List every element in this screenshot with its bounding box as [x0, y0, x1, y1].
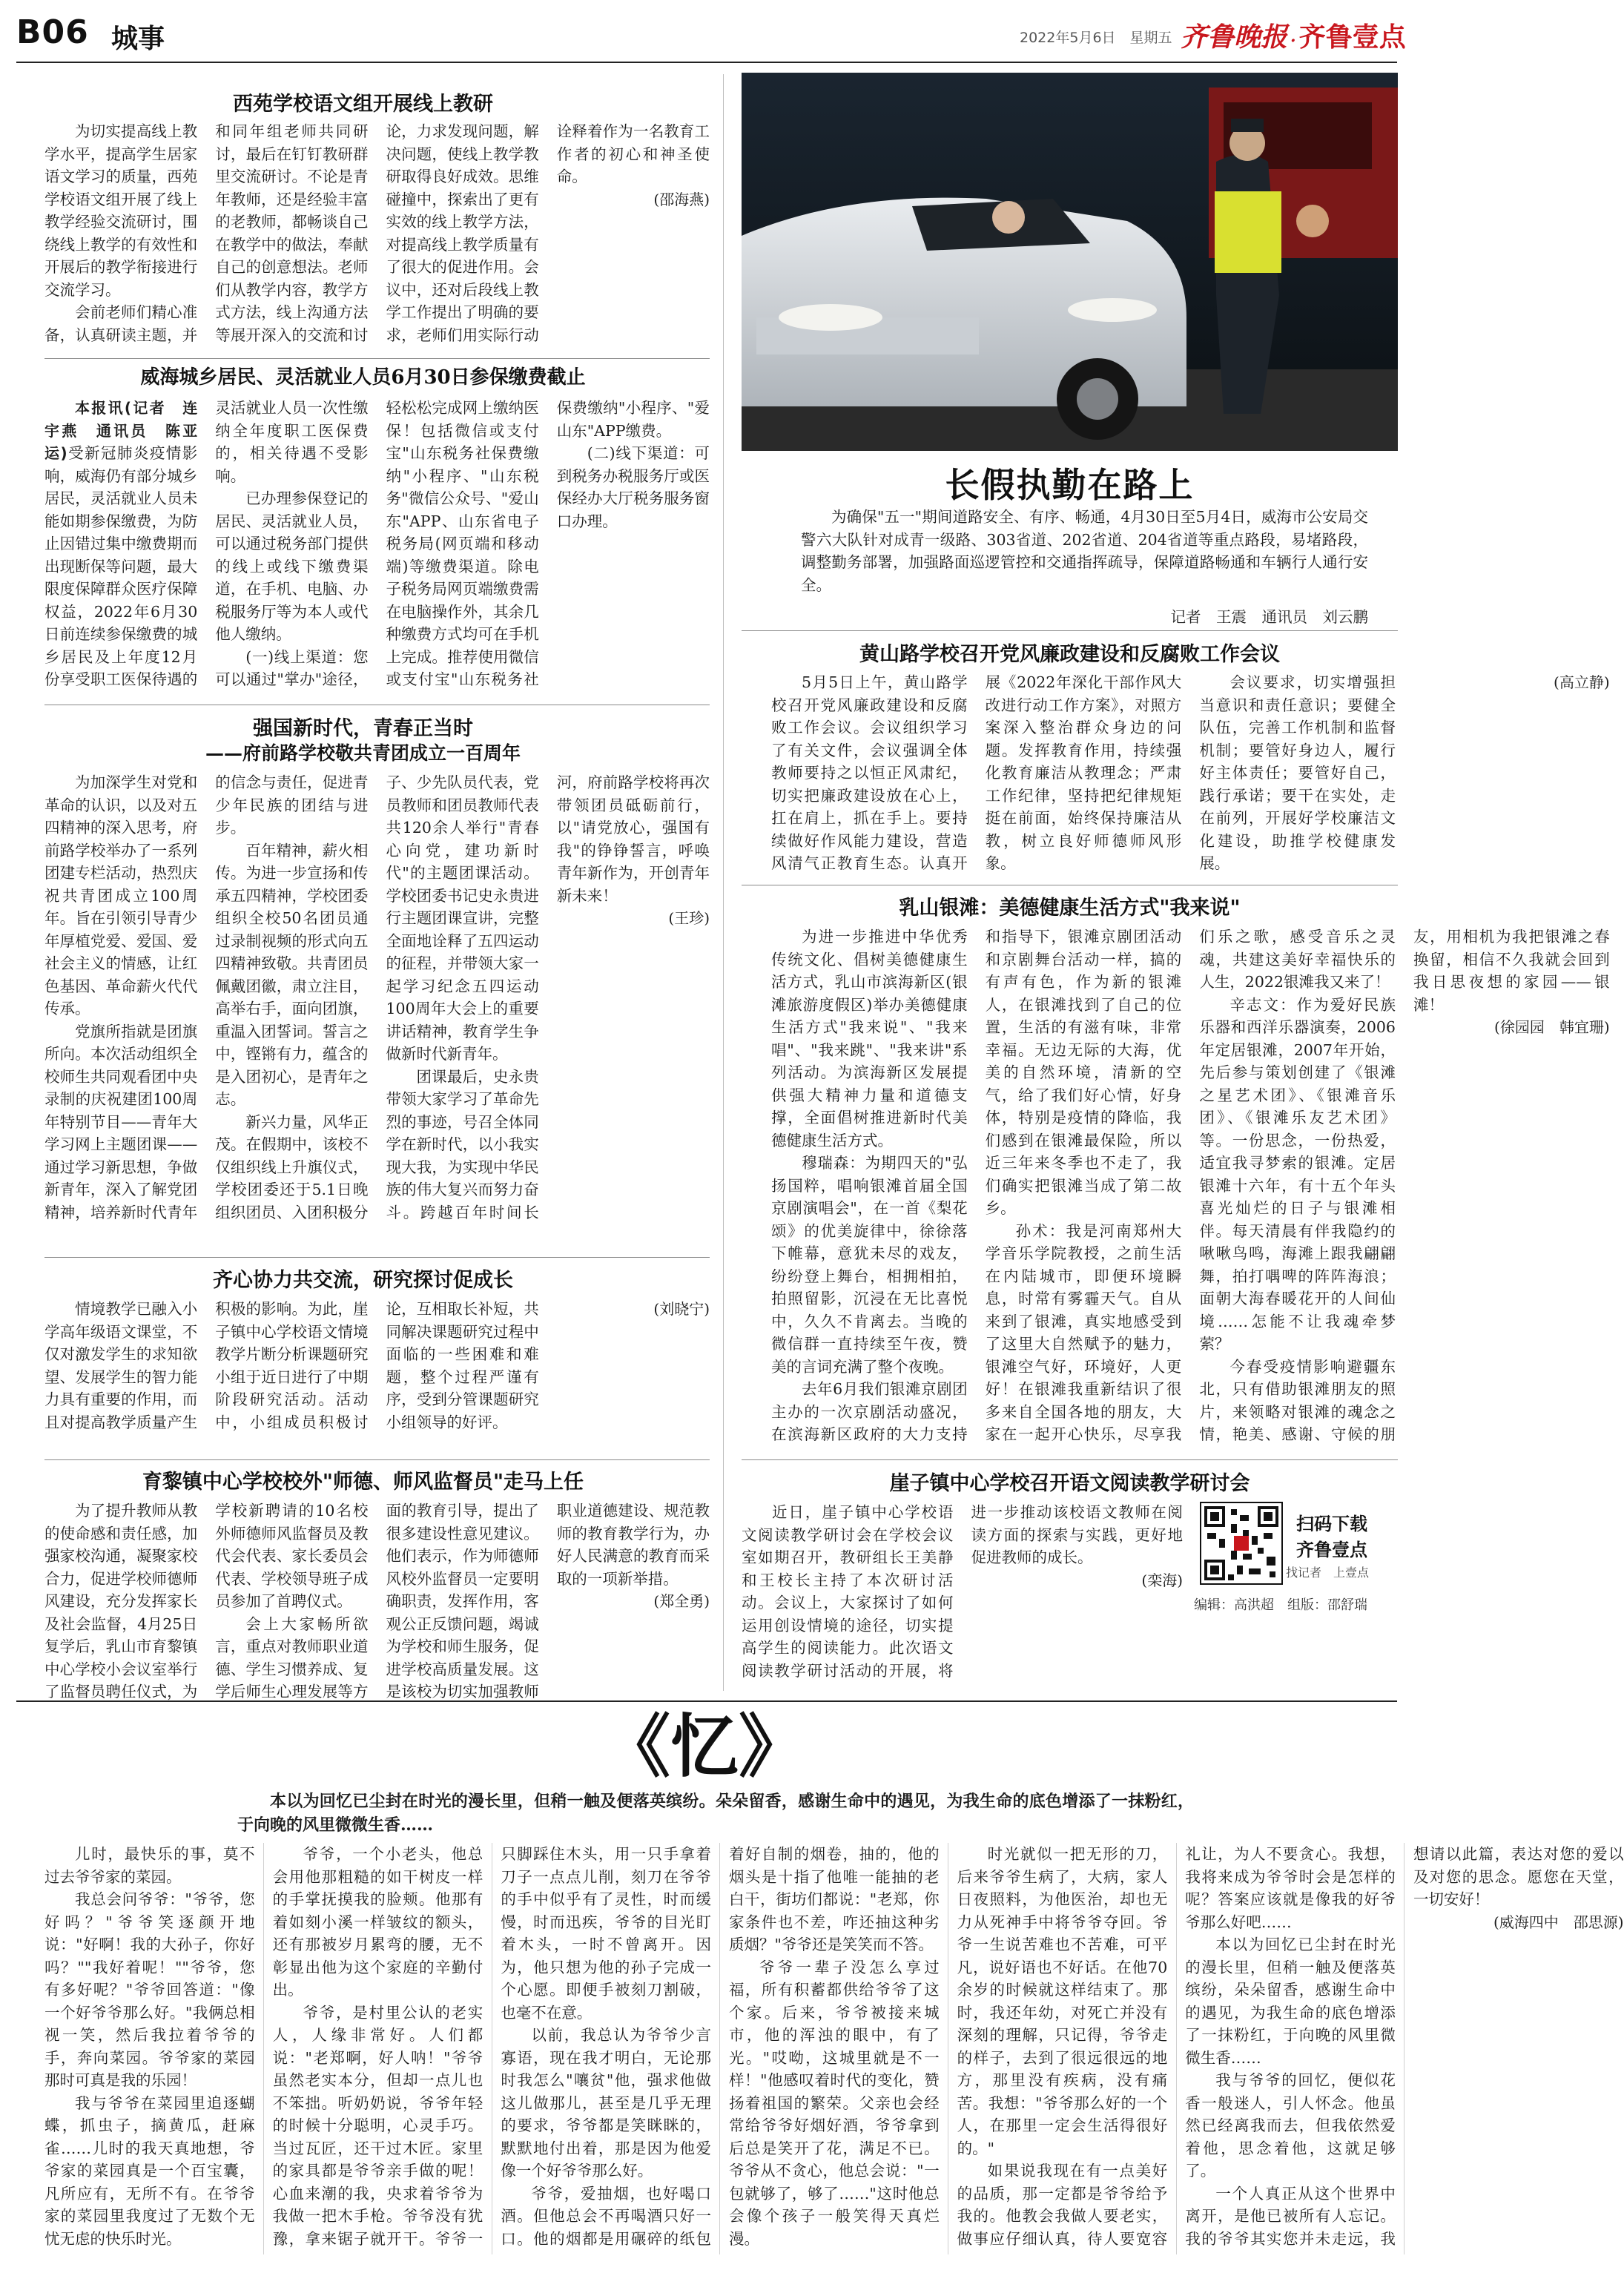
author-sig: (刘晓宁): [653, 1300, 710, 1318]
author-sig: (邵海燕): [653, 190, 710, 208]
paragraph: 今春受疫情影响避疆东北，只有借助银滩朋友的照片，来领略对银滩的魂念之情，艳美、感谢、守候的朋友，用相机为我把银滩之春换留，相信不久我就会回到我日思夜想的家园——银滩！: [1199, 928, 1610, 1443]
paragraph: 去年6月我们银滩京剧团主办的一次京剧活动盛况，在滨海新区政府的大力支持和指导下，银滩京剧团活动和京剧舞台活动一样，搞的有声有色，作为新的银滩人，在银滩找到了自己的位置，生活的有滋有味，非常幸福。无边无际的大海，优美的自然环境，清新的空气，给了我们好心情，好身体，特别是疫情的降临，我们感到在银滩最保险，所以近三年来冬季也不走了，我们确实把银滩当成了第二故乡。: [771, 928, 1182, 1443]
masthead-rule: [16, 62, 1397, 63]
author-sig: (徐园园 韩宜珊): [1494, 1018, 1610, 1036]
paper-logo: 齐鲁晚报 · 齐鲁壹点: [1181, 22, 1406, 53]
paragraph: 一个人真正从这个世界中离开，是他已被所有人忘记。我的爷爷其实您并未走远，我想请以此篇，表达对您的爱以及对您的思念。愿您在天堂，一切安好！: [1185, 1845, 1624, 2248]
paragraph: 我与爷爷的回忆，便似花香一般迷人，引人怀念。他虽然已经离我而去，但我依然爱着他，思念着他，这就足够了。: [1185, 2071, 1396, 2180]
article-title-6: 黄山路学校召开党风廉政建设和反腐败工作会议: [859, 643, 1280, 666]
article-title-1: 西苑学校语文组开展线上教研: [233, 93, 493, 116]
paragraph: 爷爷，是村里公认的老实人，人缘非常好。人们都说："老郑啊，好人呐！"爷爷虽然老实本分，但却一点儿也不笨拙。听奶奶说，爷爷年轻的时候十分聪明，心灵手巧。当过瓦匠，还干过木匠。家里的家具都是爷爷亲手做的呢！心血来潮的我，央求着爷爷为我做一把木手枪。爷爷没有犹豫，拿来锯子就开干。爷爷一只脚踩住木头，用一只手拿着刀子一点点儿削，刻刀在爷爷的手中似乎有了灵性，时而缓慢，时而迅疾，爷爷的目光盯着木头，一时不曾离开。因为，他只想为他的孙子完成一个心愿。即便手被刻刀割破，也毫不在意。: [272, 1845, 711, 2248]
photo-illustration: [742, 73, 1398, 451]
paragraph: 新兴力量，风华正茂。在假期中，该校不仅组织线上升旗仪式，学校团委还于5.1日晚组织团员、入团积极分子、少先队员代表，党员教师和团员教师代表共120余人举行"青春心向党，建功新时代"的主题团课活动。学校团委书记史永贵进行主题团课宣讲，完整全面地诠释了五四运动的征程，并带领大家一起学习纪念五四运动100周年大会上的重要讲话精神，教育学生争做新时代新青年。: [215, 773, 539, 1221]
paragraph: (一)线上渠道：您可以通过"掌办"途径，轻松松完成网上缴纳医保！包括微信或支付宝"山东税务社保费缴纳"小程序、"山东税务"微信公众号、"爱山东"APP、山东省电子税务局(网页端和移动端)等缴费渠道。除电子税务局网页端缴费需在电脑操作外，其余几种缴费方式均可在手机上完成。推荐使用微信或支付宝"山东税务社保费缴纳"小程序、"爱山东"APP缴费。: [215, 399, 710, 688]
article-title-8: 崖子镇中心学校召开语文阅读教学研讨会: [889, 1472, 1250, 1495]
byline: 本报讯(记者 连宇燕 通讯员 陈亚运): [44, 399, 198, 462]
article-body-6: [771, 671, 1610, 879]
article-body-8: [742, 1501, 1183, 1694]
paragraph: (二)线下渠道：可到税务办税服务厅或医保经办大厅税务服务窗口办理。: [556, 444, 710, 530]
photo-caption: [742, 506, 1398, 596]
paragraph: 已办理参保登记的居民、灵活就业人员，可以通过税务部门提供的线上或线下缴费渠道，在手机、电脑、办税服务厅等为本人或代他人缴纳。: [215, 489, 369, 643]
paragraph: 情境教学已融入小学高年级语文课堂，不仅对激发学生的求知欲望、发展学生的智力能力具有重要的作用，而且对提高教学质量产生积极的影响。为此，崖子镇中心学校语文情境教学片断分析课题研究小组于近日进行了中期阶段研究活动。活动中，小组成员积极讨论，互相取长补短，共同解决课题研究过程中面临的一些困难和难题，整个过程严谨有序，受到分管课题研究小组领导的好评。: [44, 1300, 539, 1431]
paragraph: 会前老师们精心准备，认真研读主题，并和同年组老师共同研讨，最后在钉钉教研群里交流研讨。不论是青年教师，还是经验丰富的老教师，都畅谈自己在教学中的做法，奉献自己的创意想法。老师们从教学内容，教学方式方法，线上沟通方法等展开深入的交流和讨论，力求发现问题，解决问题，使线上教学教研取得良好成效。思维碰撞中，探索出了更有实效的线上教学方法，对提高线上教学质量有了很大的促进作用。会议中，还对后段线上教学工作提出了明确的要求，老师们用实际行动诠释着作为一名教育工作者的初心和神圣使命。: [44, 122, 710, 344]
divider: [742, 1459, 1398, 1460]
article-body-7: [771, 926, 1610, 1452]
paragraph: 为了提升教师从教的使命感和责任感，加强家校沟通，凝聚家校合力，促进学校师德师风建设，充分发挥家长及社会监督，4月25日复学后，乳山市育黎镇中心学校小会议室举行了监督员聘任仪式，为学校新聘请的10名校外师德师风监督员及教代会代表、家长委员会代表、学校领导班子成员参加了首聘仪式。: [44, 1502, 369, 1700]
article-title-4: 齐心协力共交流，研究探讨促成长: [213, 1269, 513, 1292]
divider: [742, 630, 1398, 631]
essay-body: [44, 1843, 1624, 2254]
paragraph: 会上大家畅所欲言，重点对教师职业道德、学生习惯养成、复学后师生心理发展等方面的教育引导，提出了很多建设性意见建议。他们表示，作为师德师风校外监督员一定要明确职责，发挥作用，客观公正反馈问题，竭诚为学校和师生服务，促进学校高质量发展。这是该校为切实加强教师职业道德建设、规范教师的教育教学行为，办好人民满意的教育而采取的一项新举措。: [215, 1502, 710, 1700]
paragraph: 孙术：我是河南郑州大学音乐学院教授，之前生活在内陆城市，即便环境瞬息，时常有雾霾天气。自从来到了银滩，真实地感受到了这里大自然赋予的魅力，银滩空气好，环境好，人更好！在银滩我重新结识了很多来自全国各地的朋友，大家在一起开心快乐，尽享我们乐之歌，感受音乐之灵魂，共建这美好幸福快乐的人生，2022银滩我又来了！: [985, 928, 1396, 1443]
paragraph: 会议要求，切实增强担当意识和责任意识；要健全队伍，完善工作机制和监督机制；要管好身边人，履行好主体责任；要管好自己，践行承诺；要干在实处，走在前列，开展好学校廉洁文化建设，助推学校健康发展。: [1199, 673, 1396, 872]
paragraph: 辛志文：作为爱好民族乐器和西洋乐器演奏，2006年定居银滩，2007年开始，先后参与策划创建了《银滩之星艺术团》、《银滩音乐团》、《银滩乐友艺术团》等。一份思念，一份热爱，适宜我寻梦索的银滩。定居银滩十六年，有十五个年头喜光灿烂的日子与银滩相伴。每天清晨有伴我隐约的啾啾鸟鸣，海滩上跟我翩翩舞，拍打喁啤的阵阵海浪；面朝大海春暖花开的人间仙境……怎能不让我魂牵梦萦？: [1199, 995, 1396, 1353]
caption-text: 为确保"五一"期间道路安全、有序、畅通，4月30日至5月4日，威海市公安局交警六大队针对成青一级路、303省道、202省道、204省道等重点路段，易堵路段，调整勤务部署，加强路面巡逻管控和交通指挥疏导，保障道路畅通和车辆行人通行安全。: [801, 508, 1368, 594]
article-title-7: 乳山银滩：美德健康生活方式"我来说": [899, 897, 1241, 920]
paragraph: 党旗所指就是团旗所向。本次活动组织全校师生共同观看团中央录制的庆祝建团100周年特别节目——青年大学习网上主题团课——通过学习新思想，争做新青年，深入了解党团精神，培养新时代青年的信念与责任，促进青少年民族的团结与进步。: [44, 773, 369, 1221]
author-sig: (栾海): [1141, 1571, 1183, 1589]
section-rule: [16, 1700, 1397, 1702]
paragraph: 穆瑞森：为期四天的"弘扬国粹，唱响银滩首届全国京剧演唱会"，在一首《梨花颂》的优美旋律中，徐徐落下帷幕，意犹未尽的戏友，纷纷登上舞台，相拥相拍，拍照留影，沉浸在无比喜悦中，久久不肯离去。当晚的微信群一直持续至午夜，赞美的言词充满了整个夜晚。: [771, 1154, 968, 1376]
article-body-1: [44, 120, 710, 354]
qr-label-3: 找记者 上壹点: [1286, 1566, 1370, 1580]
author-sig: (高立静): [1554, 673, 1610, 691]
qr-code[interactable]: [1200, 1502, 1283, 1585]
paragraph: 爷爷，一个小老头，他总会用他那粗糙的如干树皮一样的手掌抚摸我的脸颊。他那有着如刻小溪一样皱纹的额头，还有那被岁月累弯的腰，无不彰显出他为这个家庭的辛勤付出。: [272, 1845, 483, 1999]
article-subtitle-3: ——府前路学校敬共青团成立一百周年: [205, 742, 521, 764]
photo-credit: 记者 王震 通讯员 刘云鹏: [1170, 608, 1368, 626]
paragraph: 时光就似一把无形的刀，后来爷爷生病了，大病，家人日夜照料，为他医治，却也无力从死神手中将爷爷夺回。爷爷一生说苦难也不苦难，可平凡，说好语也不好话。在他70余岁的时候就这样结束了。那时，我还年幼，对死亡并没有深刻的理解，只记得，爷爷走的样子，去到了很远很远的地方，那里没有疾病，没有痛苦。我想："爷爷那么好的一个人，在那里一定会生活得很好的。": [957, 1845, 1168, 2157]
author-sig: (威海四中 邵思源): [1493, 1913, 1624, 1931]
column-rule: [723, 74, 724, 1691]
paragraph: 5月5日上午，黄山路学校召开党风廉政建设和反腐败工作会议。会议组织学习了有关文件，会议强调全体教师要持之以恒正风肃纪，切实把廉政建设放在心上，扛在肩上，抓在手上。要持续做好作风能力建设，营造风清气正教育生态。认真开展《2022年深化干部作风大改进行动工作方案》，对照方案深入整治群众身边的问题。发挥教育作用，持续强化教育廉洁从教理念；严肃工作纪律，坚持把纪律规矩挺在前面，始终保持廉洁从教，树立良好师德师风形象。: [771, 673, 1182, 872]
article-body-2: [44, 397, 710, 693]
news-photo: [742, 73, 1398, 451]
divider: [44, 1459, 710, 1460]
paper-logo-text: 齐鲁晚报: [1181, 22, 1288, 53]
paragraph: 爷爷，爱抽烟，也好喝口酒。但他总会不再喝酒只好一口。他的烟都是用碾碎的纸包着好自制的烟卷，抽的，他的烟头是十指了他唯一能抽的老白干，街坊们都说："老郑，你家条件也不差，咋还抽这种劣质烟？"爷爷还是笑笑而不答。: [501, 1845, 940, 2248]
divider: [44, 358, 710, 359]
article-body-5: [44, 1500, 710, 1722]
paragraph: 为进一步推进中华优秀传统文化、倡树美德健康生活方式，乳山市滨海新区(银滩旅游度假区)举办美德健康生活方式"我来说"、"我来唱"、"我来跳"、"我来讲"系列活动。为滨海新区发展提供强大精神力量和道德支撑，全面倡树推进新时代美德健康生活方式。: [771, 928, 968, 1149]
divider: [44, 1257, 710, 1258]
article-body-4: [44, 1298, 710, 1454]
paragraph: 百年精神，薪火相传。为进一步宣扬和传承五四精神，学校团委组织全校50名团员通过录制视频的形式向五四精神致敬。共青团员佩戴团徽，肃立注目，高举右手，面向团旗，重温入团誓词。誓言之中，铿锵有力，蕴含的是入团初心，是青年之志。: [215, 841, 369, 1108]
qr-code-icon: [1201, 1503, 1281, 1583]
article-body-3: [44, 771, 710, 1246]
paragraph: 团课最后，史永贵带领大家学习了革命先烈的事迹，号召全体同学在新时代，以小我实现大我，为实现中华民族的伟大复兴而努力奋斗。跨越百年时间长河，府前路学校将再次带领团员砥砺前行，以"请党放心，强国有我"的铮铮誓言，呼唤青年新作为，开创青年新未来！: [386, 773, 710, 1221]
essay-title: 《忆》: [601, 1706, 807, 1787]
paragraph: 本以为回忆已尘封在时光的漫长里，但稍一触及便落英缤纷，朵朵留香，感谢生命中的遇见，为我生命的底色增添了一抹粉红，于向晚的风里微微生香……: [1185, 1936, 1396, 2067]
paragraph: 以前，我总认为爷爷少言寡语，现在我才明白，无论那时我怎么"嚷贫"他，强求他做这儿做那儿，甚至是几乎无理的要求，爷爷都是笑眯眯的，默默地付出着，那是因为他爱像一个好爷爷那么好。: [501, 2026, 711, 2180]
paragraph: 受新冠肺炎疫情影响，威海仍有部分城乡居民，灵活就业人员未能如期参保缴费，为防止因错过集中缴费期而出现断保等问题，最大限度保障群众医疗保障权益，2022年6月30日前连续参保缴费的城乡居民及上年度12月份享受职工医保待遇的灵活就业人员一次性缴纳全年度职工医保费的，相关待遇不受影响。: [44, 399, 369, 688]
article-title-3: 强国新时代，青春正当时: [253, 717, 473, 740]
qr-label-1: 扫码下载: [1296, 1514, 1367, 1534]
page-number: B06: [16, 13, 89, 51]
author-sig: (郑全勇): [653, 1592, 710, 1610]
editor-credit: 编辑：高洪超 组版：邵舒瑞: [1194, 1597, 1367, 1613]
qr-label-2: 齐鲁壹点: [1296, 1540, 1367, 1560]
paragraph: 近日，崖子镇中心学校语文阅读教学研讨会在学校会议室如期召开，教研组长王美静和王校长主持了本次研讨活动。会议上，大家探讨了如何运用创设情境的途径，切实提高学生的阅读能力。此次语文阅读教学研讨活动的开展，将进一步推动该校语文教师在阅读方面的探索与实践，更好地促进教师的成长。: [742, 1503, 1183, 1680]
paragraph: 我与爷爷在菜园里追逐蝴蝶，抓虫子，摘黄瓜，赶麻雀……儿时的我天真地想，爷爷家的菜园真是一个百宝囊，凡所应有，无所不有。在爷爷家的菜园里我度过了无数个无忧无虑的快乐时光。: [44, 2094, 255, 2248]
issue-date: 2022年5月6日 星期五: [1020, 30, 1172, 46]
app-logo-text: 齐鲁壹点: [1298, 22, 1406, 53]
paragraph: 为切实提高线上教学水平，提高学生居家语文学习的质量，西苑学校语文组开展了线上教学经验交流研讨，围绕线上教学的有效性和开展后的教学衔接进行交流学习。: [44, 122, 198, 299]
photo-headline: 长假执勤在路上: [945, 465, 1195, 505]
paragraph: 儿时，最快乐的事，莫不过去爷爷家的菜园。: [44, 1845, 255, 1886]
article-title-5: 育黎镇中心学校校外"师德、师风监督员"走马上任: [142, 1471, 584, 1494]
author-sig: (王珍): [668, 909, 710, 927]
paragraph: 爷爷一辈子没怎么享过福，所有积蓄都供给爷爷了这个家。后来，爷爷被接来城市，他的浑浊的眼中，有了光。"哎呦，这城里就是不一样！"他感叹着时代的变化，赞扬着祖国的繁荣。父亲也会经常给爷爷好烟好酒，爷爷拿到后总是笑开了花，满足不已。爷爷从不贪心，他总会说："一包就够了，够了……"这时他总会像个孩子一般笑得天真烂漫。: [728, 1958, 940, 2248]
section-name: 城事: [111, 24, 165, 54]
essay-intro: 本以为回忆已尘封在时光的漫长里，但稍一触及便落英缤纷。朵朵留香，感谢生命中的遇见，为我生命的底色增添了一抹粉红，于向晚的风里微微生香……: [237, 1792, 1194, 1835]
paragraph: 如果说我现在有一点美好的品质，那一定都是爷爷给予我的。他教会我做人要老实，做事应仔细认真，待人要宽容礼让，为人不要贪心。我想，我将来成为爷爷时会是怎样的呢？答案应该就是像我的好爷爷那么好吧……: [957, 1845, 1396, 2248]
article-title-2: 威海城乡居民、灵活就业人员6月30日参保缴费截止: [140, 366, 586, 389]
paragraph: 我总会问爷爷："爷爷，您好吗？"爷爷笑逐颜开地说："好啊！我的大孙子，你好吗？""我好着呢！""爷爷，您有多好呢？"爷爷回答道："像一个好爷爷那么好。"我俩总相视一笑，然后我拉着爷爷的手，奔向菜园。爷爷家的菜园那时可真是我的乐园！: [44, 1890, 255, 2089]
paragraph: 为加深学生对党和革命的认识，以及对五四精神的深入思考，府前路学校举办了一系列团建专栏活动，热烈庆祝共青团成立100周年。旨在引领引导青少年厚植党爱、爱国、爱社会主义的情感，让红色基因、革命薪火代代传承。: [44, 773, 198, 1017]
